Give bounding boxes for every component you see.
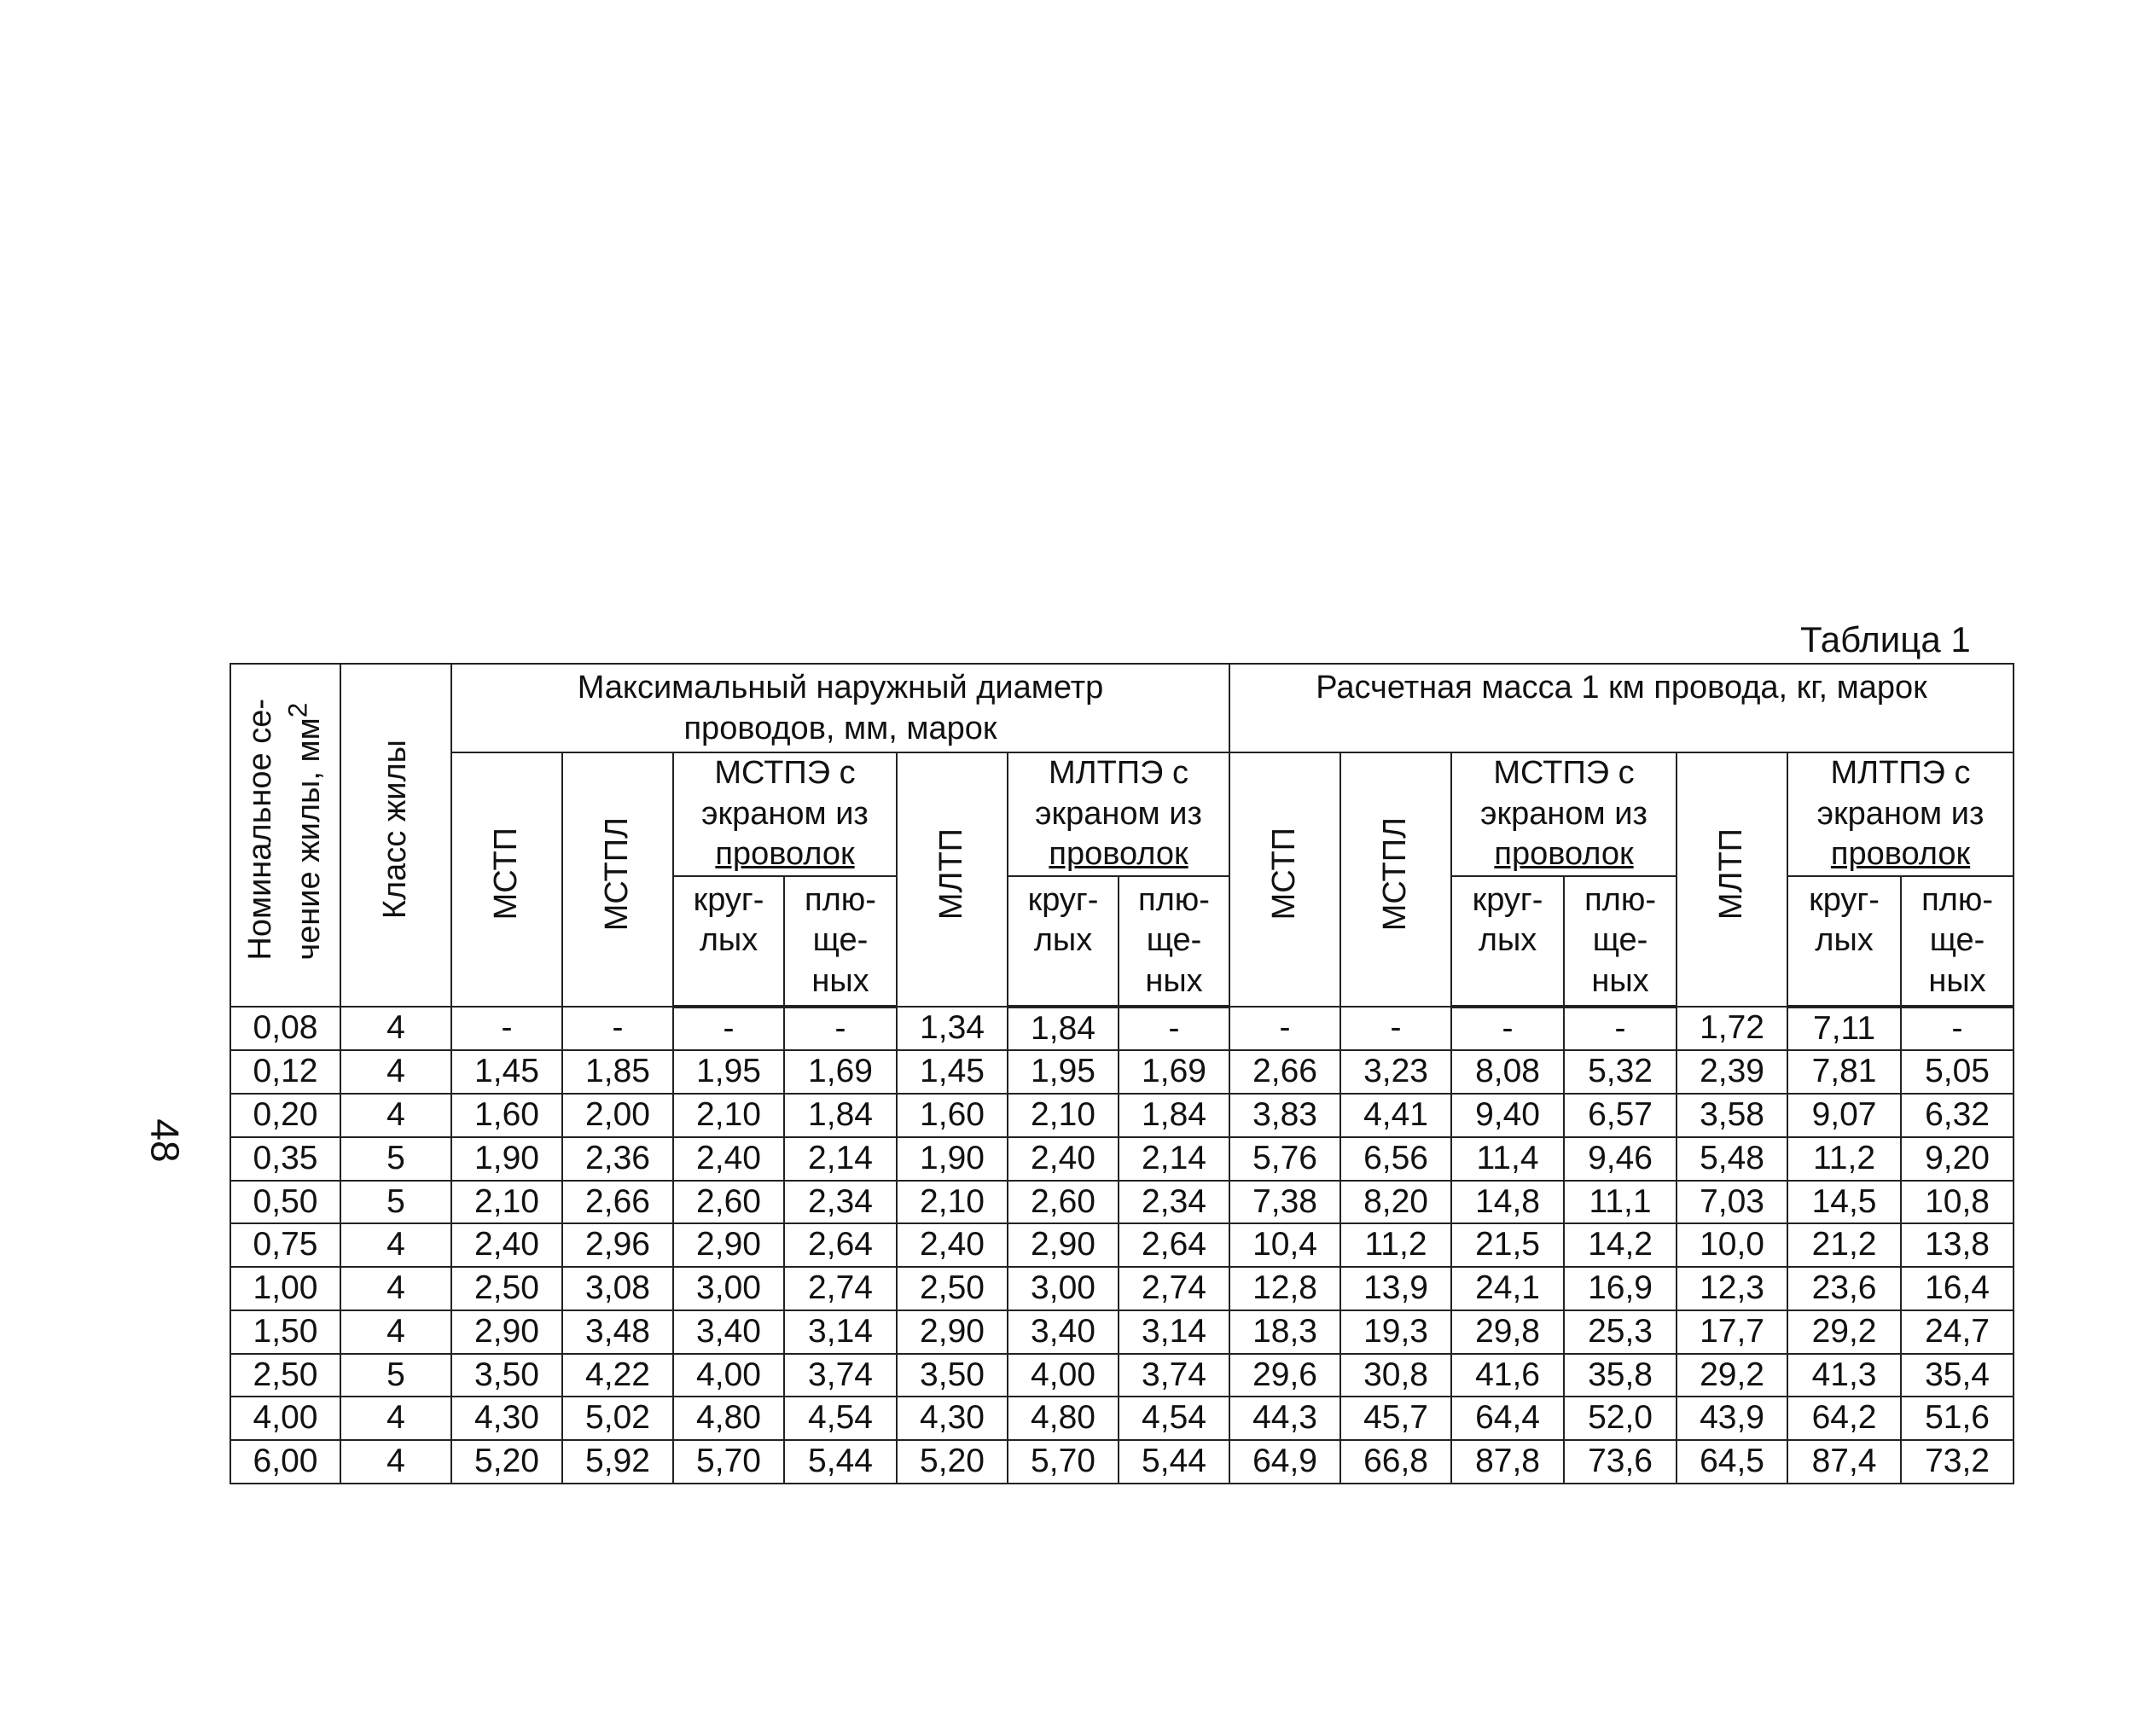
table-cell: 5,48 [1677,1137,1787,1181]
table-cell: 2,10 [897,1181,1008,1224]
table-cell: 29,2 [1677,1354,1787,1397]
table-cell: 1,90 [451,1137,562,1181]
table-cell: 1,60 [897,1094,1008,1137]
table-cell: 3,40 [1008,1310,1119,1354]
table-cell: 2,60 [1008,1181,1119,1224]
table-cell: 1,69 [1119,1050,1229,1094]
table-cell: 1,45 [451,1050,562,1094]
page-number: 48 [142,1118,188,1163]
table-cell: 64,9 [1229,1440,1340,1484]
table-cell: 11,4 [1451,1137,1564,1181]
table-row [230,1440,2014,1484]
header-mass-mstp [1229,752,1340,1007]
table-cell: 12,8 [1229,1267,1340,1310]
table-cell: 4,00 [673,1354,784,1397]
table-cell: 64,4 [1451,1397,1564,1440]
table-cell: 24,1 [1451,1267,1564,1310]
table-cell: 5,76 [1229,1137,1340,1181]
header-diam-mstpl [562,752,673,1007]
table-cell: 2,40 [897,1223,1008,1267]
header-mass-mltpe [1787,752,2014,876]
table-cell: 2,10 [1008,1094,1119,1137]
table-cell: 1,72 [1677,1007,1787,1051]
table-cell: - [1564,1007,1677,1051]
table-cell: 21,2 [1787,1223,1901,1267]
table-cell: 5,44 [784,1440,897,1484]
table-cell: 29,2 [1787,1310,1901,1354]
table-cell: 2,64 [784,1223,897,1267]
table-cell: 1,85 [562,1050,673,1094]
header-section [230,664,340,1007]
table-cell: 2,10 [673,1094,784,1137]
header-diam-mstpe-line2: проволок [715,836,855,872]
table-cell: - [784,1007,897,1051]
table-cell: 35,4 [1901,1354,2014,1397]
table-cell: 2,90 [673,1223,784,1267]
table-cell: 2,90 [1008,1223,1119,1267]
table-cell: 17,7 [1677,1310,1787,1354]
header-mass-mstpe [1451,752,1677,876]
table-cell: 2,66 [1229,1050,1340,1094]
header-diam-mltp [897,752,1008,1007]
header-mass-mltpe-line2: проволок [1830,836,1971,872]
header-section-label: Номинальное се- чение жилы, мм [242,699,328,961]
table-cell: 3,83 [1229,1094,1340,1137]
table-cell: 3,58 [1677,1094,1787,1137]
table-cell: 3,40 [673,1310,784,1354]
table-cell: 8,08 [1451,1050,1564,1094]
table-cell: - [451,1007,562,1051]
table-cell: 0,35 [230,1137,340,1181]
table-cell: 3,23 [1340,1050,1451,1094]
table-cell: 6,00 [230,1440,340,1484]
table-row [230,1223,2014,1267]
table-cell: 2,60 [673,1181,784,1224]
table-cell: 29,6 [1229,1354,1340,1397]
table-cell: 2,64 [1119,1223,1229,1267]
table-cell: - [562,1007,673,1051]
table-cell: 14,5 [1787,1181,1901,1224]
table-cell: 66,8 [1340,1440,1451,1484]
table-cell: 45,7 [1340,1397,1451,1440]
table-cell: 3,14 [1119,1310,1229,1354]
table-cell: 4,80 [1008,1397,1119,1440]
table-cell: 4,00 [1008,1354,1119,1397]
header-diam-mltpe-line1: МЛТПЭ с экраном из [1035,755,1202,832]
table-cell: 5,70 [673,1440,784,1484]
table-cell: 3,74 [1119,1354,1229,1397]
data-table [230,663,2014,1484]
table-cell: 1,00 [230,1267,340,1310]
table-cell: 11,2 [1340,1223,1451,1267]
header-mass-mstpe-round: круг- лых [1451,876,1564,1007]
table-cell: 16,9 [1564,1267,1677,1310]
table-cell: 4 [340,1050,451,1094]
header-mass-mltpe-round: круг- лых [1787,876,1901,1007]
header-mass-mstpl [1340,752,1451,1007]
header-diam-mstpe [673,752,897,876]
table-cell: 1,90 [897,1137,1008,1181]
table-cell: 1,60 [451,1094,562,1137]
header-diam-mltp-label: МЛТП [933,828,970,920]
table-cell: 64,5 [1677,1440,1787,1484]
table-cell: 2,40 [673,1137,784,1181]
table-row [230,1354,2014,1397]
table-cell: 87,4 [1787,1440,1901,1484]
table-cell: 4,54 [784,1397,897,1440]
header-diam-mstp-label: МСТП [488,828,525,920]
table-row [230,1310,2014,1354]
table-cell: 13,8 [1901,1223,2014,1267]
table-cell: 41,6 [1451,1354,1564,1397]
table-cell: 5,20 [897,1440,1008,1484]
table-row [230,1181,2014,1224]
table-cell: 2,96 [562,1223,673,1267]
table-row [230,1137,2014,1181]
table-cell: 4,41 [1340,1094,1451,1137]
table-cell: 44,3 [1229,1397,1340,1440]
table-cell: 21,5 [1451,1223,1564,1267]
table-cell: 4,30 [451,1397,562,1440]
table-cell: 5,92 [562,1440,673,1484]
table-cell: 9,20 [1901,1137,2014,1181]
table-cell: - [1119,1007,1229,1051]
table-cell: 7,11 [1787,1007,1901,1051]
header-diam-mltpe-line2: проволок [1049,836,1188,872]
table-row [230,1397,2014,1440]
table-cell: 41,3 [1787,1354,1901,1397]
table-cell: 73,2 [1901,1440,2014,1484]
table-cell: 1,84 [784,1094,897,1137]
table-cell: 4 [340,1440,451,1484]
table-cell: 2,50 [897,1267,1008,1310]
table-cell: 24,7 [1901,1310,2014,1354]
table-cell: 0,50 [230,1181,340,1224]
table-cell: 14,2 [1564,1223,1677,1267]
header-diameter-group: Максимальный наружный диаметр проводов, мм, марок [451,664,1229,752]
header-mass-mstpe-flat: плю- ще- ных [1564,876,1677,1007]
table-cell: 25,3 [1564,1310,1677,1354]
table-cell: 35,8 [1564,1354,1677,1397]
header-mass-mstpe-line1: МСТПЭ с экраном из [1480,755,1648,832]
header-mass-mstpe-line2: проволок [1494,836,1634,872]
table-cell: 14,8 [1451,1181,1564,1224]
table-cell: 5,44 [1119,1440,1229,1484]
table-cell: 2,50 [230,1354,340,1397]
table-cell: 3,08 [562,1267,673,1310]
table-cell: 7,38 [1229,1181,1340,1224]
table-cell: 4 [340,1094,451,1137]
table-cell: 6,32 [1901,1094,2014,1137]
table-cell: 23,6 [1787,1267,1901,1310]
table-cell: 8,20 [1340,1181,1451,1224]
header-diam-mstpe-flat: плю- ще- ных [784,876,897,1007]
table-cell: 10,8 [1901,1181,2014,1224]
table-cell: 16,4 [1901,1267,2014,1310]
table-cell: 12,3 [1677,1267,1787,1310]
table-cell: 3,74 [784,1354,897,1397]
table-cell: 1,50 [230,1310,340,1354]
table-cell: 10,4 [1229,1223,1340,1267]
table-cell: - [1451,1007,1564,1051]
table-cell: 7,81 [1787,1050,1901,1094]
header-diam-mltpe-round: круг- лых [1008,876,1119,1007]
header-mass-mltpe-flat: плю- ще- ных [1901,876,2014,1007]
table-cell: 5,05 [1901,1050,2014,1094]
table-cell: 6,56 [1340,1137,1451,1181]
table-cell: 2,40 [1008,1137,1119,1181]
table-cell: 4 [340,1007,451,1051]
table-row [230,1050,2014,1094]
table-row [230,1267,2014,1310]
table-row [230,1007,2014,1051]
table-cell: 30,8 [1340,1354,1451,1397]
table-cell: 11,1 [1564,1181,1677,1224]
table-cell: 19,3 [1340,1310,1451,1354]
table-cell: 2,14 [1119,1137,1229,1181]
table-cell: 2,14 [784,1137,897,1181]
header-class-label: Класс жилы [377,740,414,920]
table-cell: 2,90 [451,1310,562,1354]
table-cell: 5,20 [451,1440,562,1484]
table-cell: 2,10 [451,1181,562,1224]
header-mass-mltp [1677,752,1787,1007]
table-cell: 2,74 [1119,1267,1229,1310]
table-cell: 9,07 [1787,1094,1901,1137]
table-cell: - [1229,1007,1340,1051]
table-cell: 3,00 [673,1267,784,1310]
table-cell: 51,6 [1901,1397,2014,1440]
table-cell: 9,40 [1451,1094,1564,1137]
header-diam-mstpe-line1: МСТПЭ с экраном из [701,755,869,832]
table-cell: 1,69 [784,1050,897,1094]
table-cell: 1,95 [673,1050,784,1094]
table-cell: 5 [340,1137,451,1181]
table-row [230,1094,2014,1137]
header-mass-mltp-label: МЛТП [1713,828,1750,920]
table-cell: 2,36 [562,1137,673,1181]
table-cell: 11,2 [1787,1137,1901,1181]
table-cell: 1,34 [897,1007,1008,1051]
table-cell: 3,50 [897,1354,1008,1397]
table-cell: - [1340,1007,1451,1051]
table-cell: 2,40 [451,1223,562,1267]
header-class [340,664,451,1007]
table-cell: 2,90 [897,1310,1008,1354]
table-cell: 7,03 [1677,1181,1787,1224]
table-cell: 3,50 [451,1354,562,1397]
table-body [230,1007,2014,1484]
table-cell: 10,0 [1677,1223,1787,1267]
table-cell: - [1901,1007,2014,1051]
table-caption: Таблица 1 [1800,619,1971,659]
table-cell: 4 [340,1223,451,1267]
header-mass-mstpl-label: МСТПЛ [1377,816,1414,932]
table-cell: 13,9 [1340,1267,1451,1310]
table-cell: 4,80 [673,1397,784,1440]
table-cell: 5,02 [562,1397,673,1440]
header-diam-mstpl-label: МСТПЛ [599,816,636,932]
table-cell: 2,66 [562,1181,673,1224]
table-cell: 4,54 [1119,1397,1229,1440]
table-cell: 64,2 [1787,1397,1901,1440]
table-cell: 9,46 [1564,1137,1677,1181]
table-cell: 2,00 [562,1094,673,1137]
table-cell: 2,74 [784,1267,897,1310]
table-cell: 3,14 [784,1310,897,1354]
header-mass-group: Расчетная масса 1 км провода, кг, марок [1229,664,2014,752]
table-cell: 73,6 [1564,1440,1677,1484]
table-cell: 1,95 [1008,1050,1119,1094]
header-diam-mstp [451,752,562,1007]
table-cell: 52,0 [1564,1397,1677,1440]
table-cell: 2,34 [784,1181,897,1224]
table-cell: 4,30 [897,1397,1008,1440]
header-mass-mltpe-line1: МЛТПЭ с экраном из [1816,755,1985,832]
table-cell: 43,9 [1677,1397,1787,1440]
table-cell: 5,32 [1564,1050,1677,1094]
table-cell: 0,20 [230,1094,340,1137]
table-cell: 0,08 [230,1007,340,1051]
header-mass-mstp-label: МСТП [1266,828,1303,920]
table-cell: 0,12 [230,1050,340,1094]
table-cell: 2,34 [1119,1181,1229,1224]
table-cell: 4 [340,1310,451,1354]
table-cell: 29,8 [1451,1310,1564,1354]
table-cell: 5,70 [1008,1440,1119,1484]
table-cell: 1,84 [1008,1007,1119,1051]
table-cell: 5 [340,1181,451,1224]
header-diam-mltpe [1008,752,1229,876]
table-cell: 2,39 [1677,1050,1787,1094]
table-cell: 5 [340,1354,451,1397]
table-cell: 3,48 [562,1310,673,1354]
table-cell: 4,22 [562,1354,673,1397]
table-cell: 1,45 [897,1050,1008,1094]
table-cell: 4 [340,1267,451,1310]
table-cell: 1,84 [1119,1094,1229,1137]
table-cell: 6,57 [1564,1094,1677,1137]
table-cell: 4 [340,1397,451,1440]
header-diam-mltpe-flat: плю- ще- ных [1119,876,1229,1007]
header-diam-mstpe-round: круг- лых [673,876,784,1007]
table-cell: - [673,1007,784,1051]
table-cell: 2,50 [451,1267,562,1310]
table-cell: 87,8 [1451,1440,1564,1484]
header-section-sup: 2 [282,702,313,718]
table-cell: 3,00 [1008,1267,1119,1310]
table-cell: 18,3 [1229,1310,1340,1354]
table-cell: 4,00 [230,1397,340,1440]
table-cell: 0,75 [230,1223,340,1267]
